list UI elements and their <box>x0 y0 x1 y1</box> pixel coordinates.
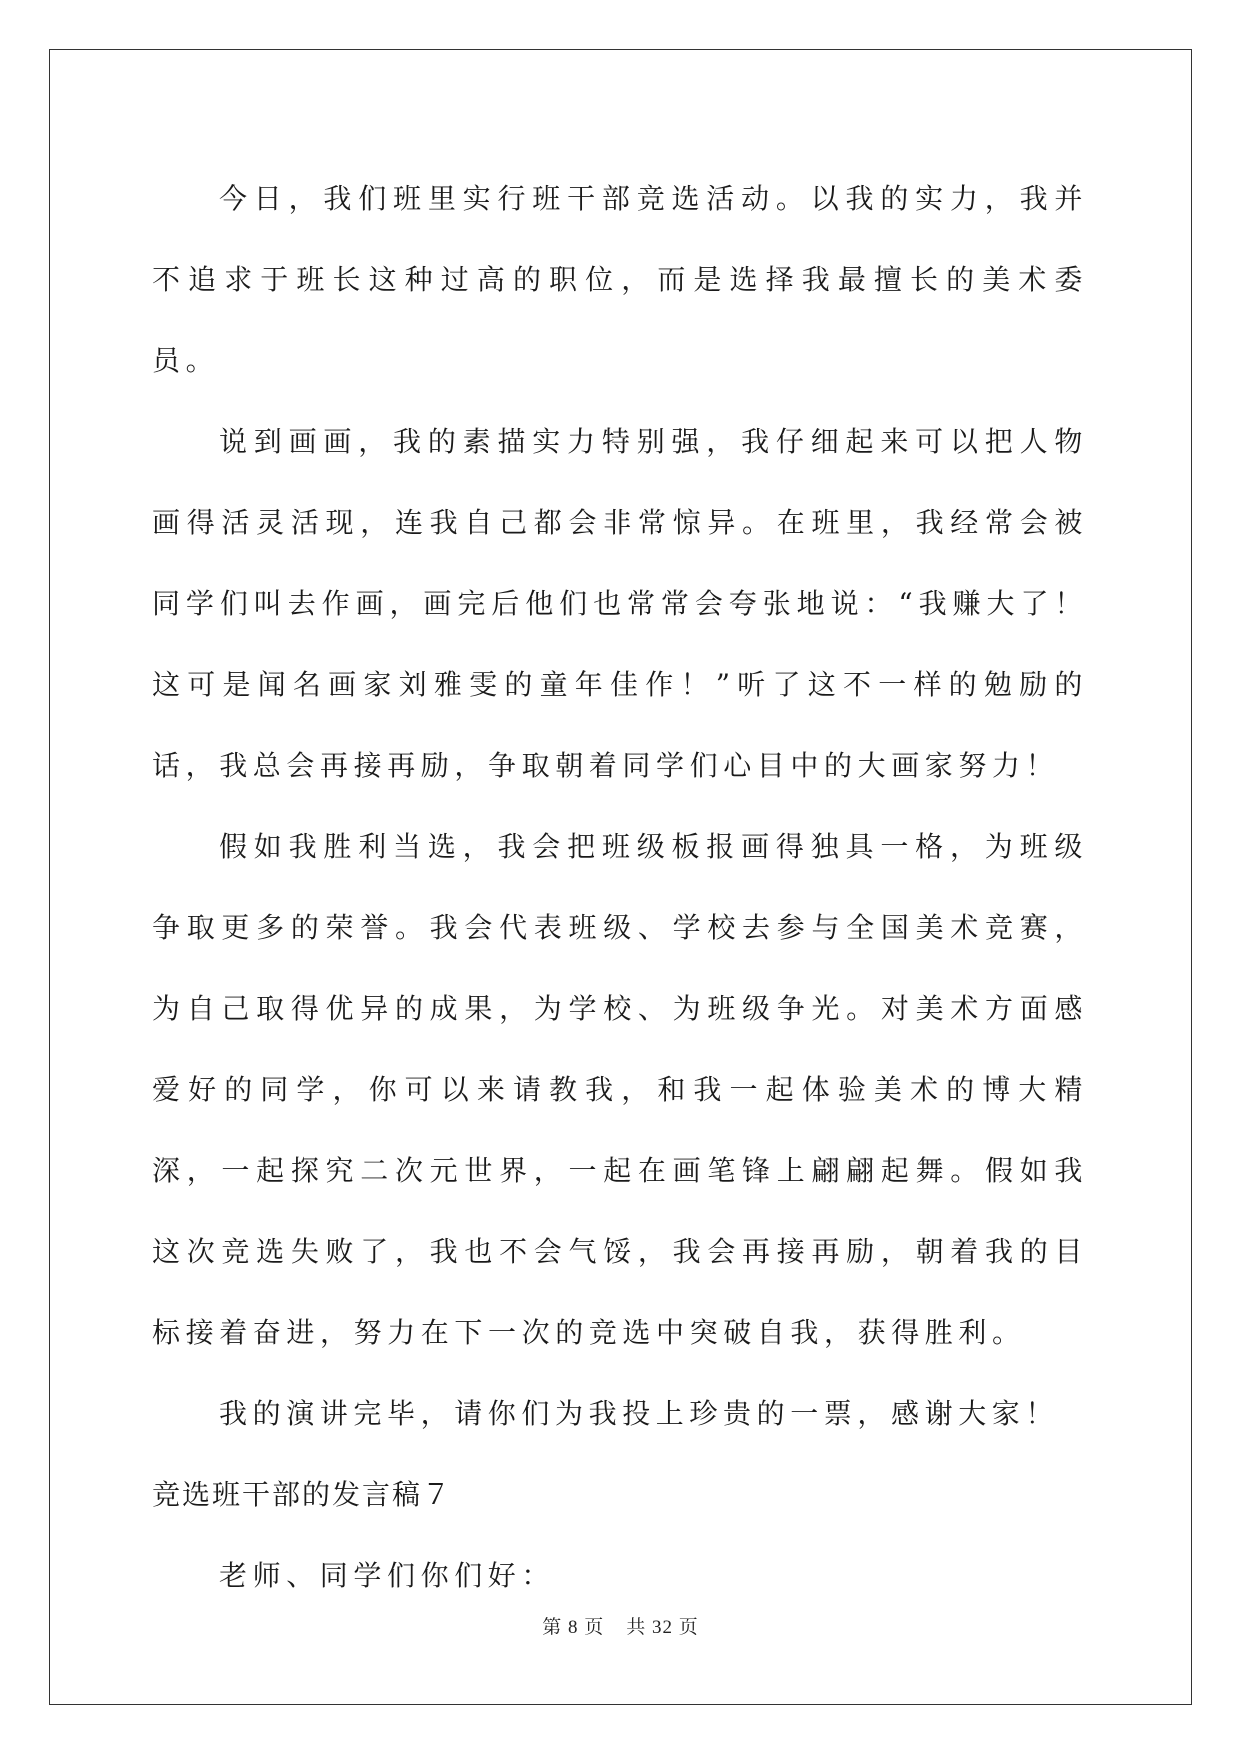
paragraph-intro: 今日，我们班里实行班干部竞选活动。以我的实力，我并不追求于班长这种过高的职位，而是选择我最擅长的美术委员。 <box>152 182 1088 377</box>
paragraph-campaign-promise: 假如我胜利当选，我会把班级板报画得独具一格，为班级争取更多的荣誉。我会代表班级、学校去参与全国美术竞赛，为自己取得优异的成果，为学校、为班级争光。对美术方面感爱好的同学，你可以来请教我，和我一起体验美术的博大精深，一起探究二次元世界，一起在画笔锋上翩翩起舞。假如我这次竞选失败了，我也不会气馁，我会再接再励，朝着我的目标接着奋进，努力在下一次的竞选中突破自我，获得胜利。 <box>152 830 1088 1349</box>
page-total: 共 32 页 <box>626 1617 699 1638</box>
paragraph-drawing-skill: 说到画画，我的素描实力特别强，我仔细起来可以把人物画得活灵活现，连我自己都会非常惊异。在班里，我经常会被同学们叫去作画，画完后他们也常常会夸张地说：“我赚大了！这可是闻名画家刘雅雯的童年佳作！”听了这不一样的勉励的话，我总会再接再励，争取朝着同学们心目中的大画家努力！ <box>152 425 1088 782</box>
section-heading: 竞选班干部的发言稿７ <box>152 1478 453 1511</box>
greeting: 老师、同学们你们好： <box>219 1559 556 1592</box>
paragraph-closing: 我的演讲完毕，请你们为我投上珍贵的一票，感谢大家！ <box>219 1397 1060 1430</box>
document-body <box>152 158 1088 1616</box>
page-footer <box>0 1612 1241 1639</box>
page-number: 第 8 页 <box>542 1617 605 1638</box>
